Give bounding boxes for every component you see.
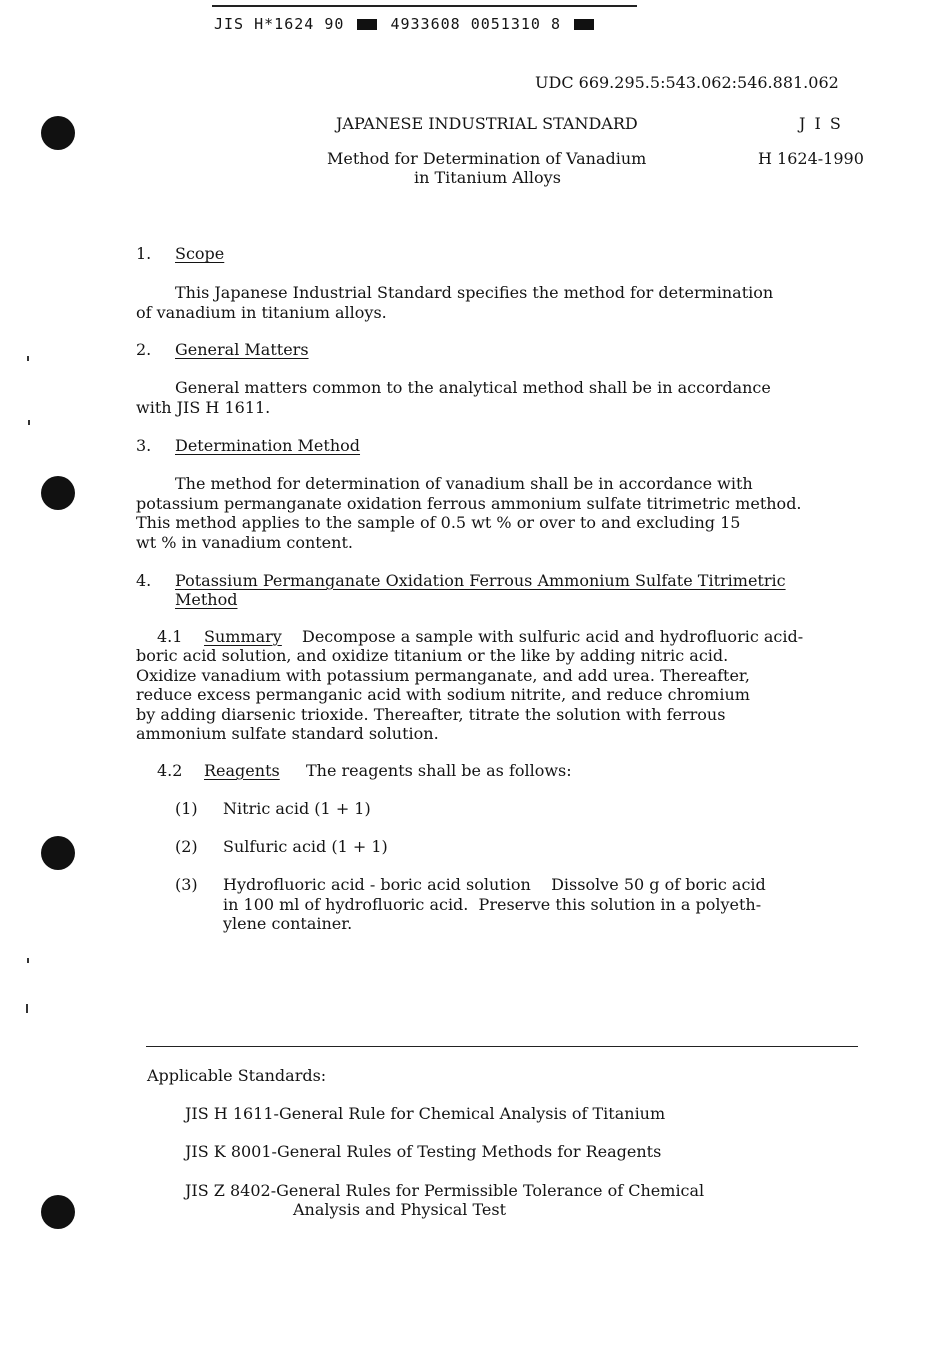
applicable-standard-item: JIS K 8001-General Rules of Testing Methods for Reagents (185, 1142, 662, 1161)
standard-number: H 1624-1990 (758, 149, 864, 168)
document-code-line (214, 15, 597, 33)
scan-speck (28, 420, 30, 425)
applicable-standard-item: JIS H 1611-General Rule for Chemical Analysis of Titanium (185, 1104, 666, 1123)
reagent-3-number: (3) (175, 875, 198, 894)
punch-hole (41, 476, 75, 510)
code-line-a: JIS H*1624 90 (214, 15, 345, 33)
body-line: General matters common to the analytical method shall be in accordance (175, 378, 771, 397)
body-line: This Japanese Industrial Standard specifies the method for determination (175, 283, 774, 302)
section-2-number: 2. (136, 340, 152, 359)
section-2-body (136, 378, 771, 417)
body-line: of vanadium in titanium alloys. (136, 302, 387, 322)
body-line: ammonium sulfate standard solution. (136, 724, 439, 743)
scan-speck (27, 958, 29, 963)
reagent-3-text (223, 875, 766, 934)
section-2-title: General Matters (175, 340, 309, 359)
body-line: by adding diarsenic trioxide. Thereafter, titrate the solution with ferrous (136, 704, 726, 724)
applicable-standards-heading: Applicable Standards: (147, 1066, 327, 1085)
applicable-standard-item-continuation: Analysis and Physical Test (293, 1200, 507, 1219)
body-line: The method for determination of vanadium shall be in accordance with (175, 474, 753, 493)
body-line: boric acid solution, and oxidize titanium or the like by adding nitric acid. (136, 646, 729, 665)
scan-speck (26, 1004, 28, 1013)
applicable-standard-item: JIS Z 8402-General Rules for Permissible Tolerance of Chemical (185, 1181, 705, 1200)
punch-hole (41, 836, 75, 870)
document-title-line2: in Titanium Alloys (414, 168, 561, 187)
section-1-title: Scope (175, 244, 225, 263)
section-3-title: Determination Method (175, 436, 361, 455)
punch-hole (41, 1195, 75, 1229)
section-4-2-title: Reagents (204, 761, 280, 780)
body-line: This method applies to the sample of 0.5 wt % or over to and excluding 15 (136, 513, 741, 532)
section-4-2-intro: The reagents shall be as follows: (306, 761, 572, 780)
section-4-title-line2: Method (175, 590, 238, 609)
jis-label: J I S (799, 114, 843, 133)
body-line: reduce excess permanganic acid with sodium nitrite, and reduce chromium (136, 685, 750, 704)
body-line: potassium permanganate oxidation ferrous ammonium sulfate titrimetric method. (136, 493, 802, 513)
section-4-1-title: Summary (204, 627, 282, 646)
reagent-1-number: (1) (175, 799, 198, 818)
punch-hole (41, 116, 75, 150)
body-line: with JIS H 1611. (136, 397, 271, 417)
reagent-2-number: (2) (175, 837, 198, 856)
section-4-1-first-line: Decompose a sample with sulfuric acid and hydrofluoric acid- (302, 627, 804, 646)
section-4-number: 4. (136, 571, 152, 590)
section-4-1-number: 4.1 (157, 627, 183, 646)
code-line-b: 4933608 0051310 8 (390, 15, 561, 33)
scan-speck (27, 356, 29, 361)
section-4-2-number: 4.2 (157, 761, 183, 780)
reagent-1-text: Nitric acid (1 + 1) (223, 799, 371, 818)
section-4-title-line1: Potassium Permanganate Oxidation Ferrous Ammonium Sulfate Titrimetric (175, 571, 786, 590)
redaction-block (574, 19, 594, 30)
section-3-body (136, 474, 802, 552)
udc-code: UDC 669.295.5:543.062:546.881.062 (535, 73, 839, 92)
body-line: Hydrofluoric acid - boric acid solution Dissolve 50 g of boric acid (223, 875, 766, 894)
section-3-number: 3. (136, 436, 152, 455)
section-1-number: 1. (136, 244, 152, 263)
section-1-body (136, 283, 773, 322)
organization-title: JAPANESE INDUSTRIAL STANDARD (336, 114, 638, 133)
body-line: ylene container. (223, 914, 353, 933)
body-line: wt % in vanadium content. (136, 532, 353, 552)
redaction-block (357, 19, 377, 30)
top-rule (212, 5, 637, 7)
document-title-line1: Method for Determination of Vanadium (327, 149, 647, 168)
body-line: Oxidize vanadium with potassium permanganate, and add urea. Thereafter, (136, 665, 750, 685)
footnote-divider (146, 1046, 858, 1047)
body-line: in 100 ml of hydrofluoric acid. Preserve this solution in a polyeth- (223, 894, 762, 914)
section-4-1-body (136, 646, 750, 744)
reagent-2-text: Sulfuric acid (1 + 1) (223, 837, 388, 856)
